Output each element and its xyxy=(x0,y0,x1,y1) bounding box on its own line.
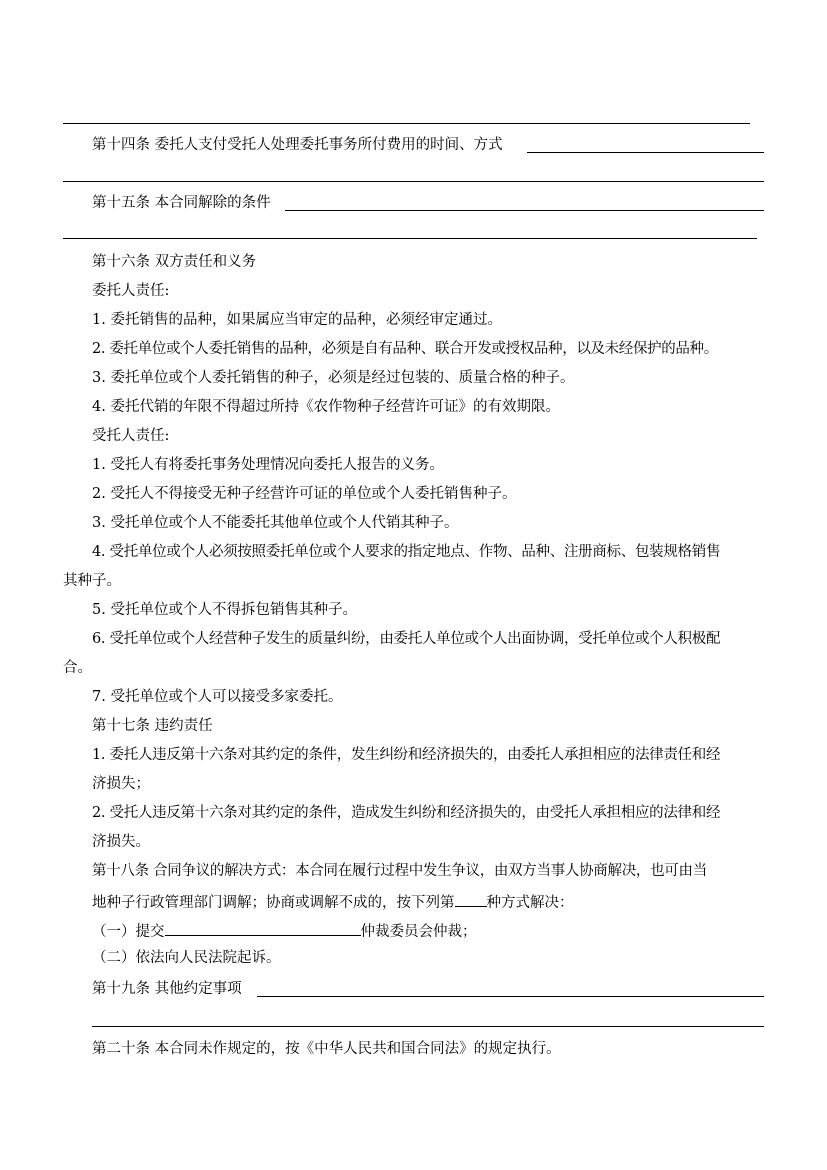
agent-item-continued: 其种子。 xyxy=(63,573,121,589)
article-19-blank-line-2[interactable] xyxy=(92,1026,764,1027)
article-15-label: 第十五条 本合同解除的条件 xyxy=(92,195,271,211)
breach-clause: 1. 委托人违反第十六条对其约定的条件，发生纠纷和经济损失的，由委托人承担相应的法律责任和经 xyxy=(92,747,721,763)
agent-item: 3. 受托单位或个人不能委托其他单位或个人代销其种子。 xyxy=(92,515,459,531)
article-19-blank[interactable] xyxy=(257,996,764,997)
principal-duties-heading: 委托人责任: xyxy=(92,283,170,299)
breach-clause-continued: 济损失。 xyxy=(92,834,150,850)
dispute-option-2: （二）依法向人民法院起诉。 xyxy=(92,950,281,966)
article-16-heading: 第十六条 双方责任和义务 xyxy=(92,254,257,270)
breach-clause-continued: 济损失； xyxy=(92,776,150,792)
agent-item: 4. 受托单位或个人必须按照委托单位或个人要求的指定地点、作物、品种、注册商标、包装规格销售 xyxy=(92,544,721,560)
article-18-text-continued xyxy=(92,890,574,913)
agent-item: 7. 受托单位或个人可以接受多家委托。 xyxy=(92,689,343,705)
arbitration-commission-blank[interactable] xyxy=(165,919,361,936)
agent-item-continued: 合。 xyxy=(63,660,92,676)
principal-item: 2. 委托单位或个人委托销售的品种，必须是自有品种、联合开发或授权品种，以及未经保护的品种。 xyxy=(92,341,718,357)
article-14-blank-line-2[interactable] xyxy=(63,181,764,182)
article-18-text-pre: 地种子行政管理部门调解；协商或调解不成的，按下列第 xyxy=(92,895,455,911)
agent-duties-heading: 受托人责任: xyxy=(92,428,170,444)
dispute-option-1-post: 仲裁委员会仲裁； xyxy=(360,924,477,940)
principal-item: 1. 委托销售的品种，如果属应当审定的品种，必须经审定通过。 xyxy=(92,312,502,328)
agent-item: 1. 受托人有将委托事务处理情况向委托人报告的义务。 xyxy=(92,457,444,473)
article-18-text: 第十八条 合同争议的解决方式：本合同在履行过程中发生争议，由双方当事人协商解决，也可由当 xyxy=(92,863,707,879)
article-15-blank-line-2[interactable] xyxy=(63,238,757,239)
article-19-label: 第十九条 其他约定事项 xyxy=(92,981,242,997)
principal-item: 4. 委托代销的年限不得超过所持《农作物种子经营许可证》的有效期限。 xyxy=(92,399,560,415)
top-rule xyxy=(63,123,750,124)
article-17-heading: 第十七条 违约责任 xyxy=(92,718,213,734)
breach-clause: 2. 受托人违反第十六条对其约定的条件，造成发生纠纷和经济损失的，由受托人承担相应的法律和经 xyxy=(92,805,721,821)
agent-item: 5. 受托单位或个人不得拆包销售其种子。 xyxy=(92,602,357,618)
article-15-blank[interactable] xyxy=(285,210,764,211)
article-14-blank[interactable] xyxy=(527,152,764,153)
dispute-option-1 xyxy=(92,919,477,942)
agent-item: 2. 受托人不得接受无种子经营许可证的单位或个人委托销售种子。 xyxy=(92,486,517,502)
principal-item: 3. 委托单位或个人委托销售的种子，必须是经过包装的、质量合格的种子。 xyxy=(92,370,575,386)
dispute-option-1-pre: （一）提交 xyxy=(92,924,165,940)
article-14-label: 第十四条 委托人支付受托人处理委托事务所付费用的时间、方式 xyxy=(92,137,503,153)
article-18-text-post: 种方式解决： xyxy=(486,895,574,911)
article-20-text: 第二十条 本合同未作规定的，按《中华人民共和国合同法》的规定执行。 xyxy=(92,1041,561,1057)
agent-item: 6. 受托单位或个人经营种子发生的质量纠纷，由委托人单位或个人出面协调，受托单位或个人积极配 xyxy=(92,631,721,647)
dispute-method-blank[interactable] xyxy=(455,890,487,907)
